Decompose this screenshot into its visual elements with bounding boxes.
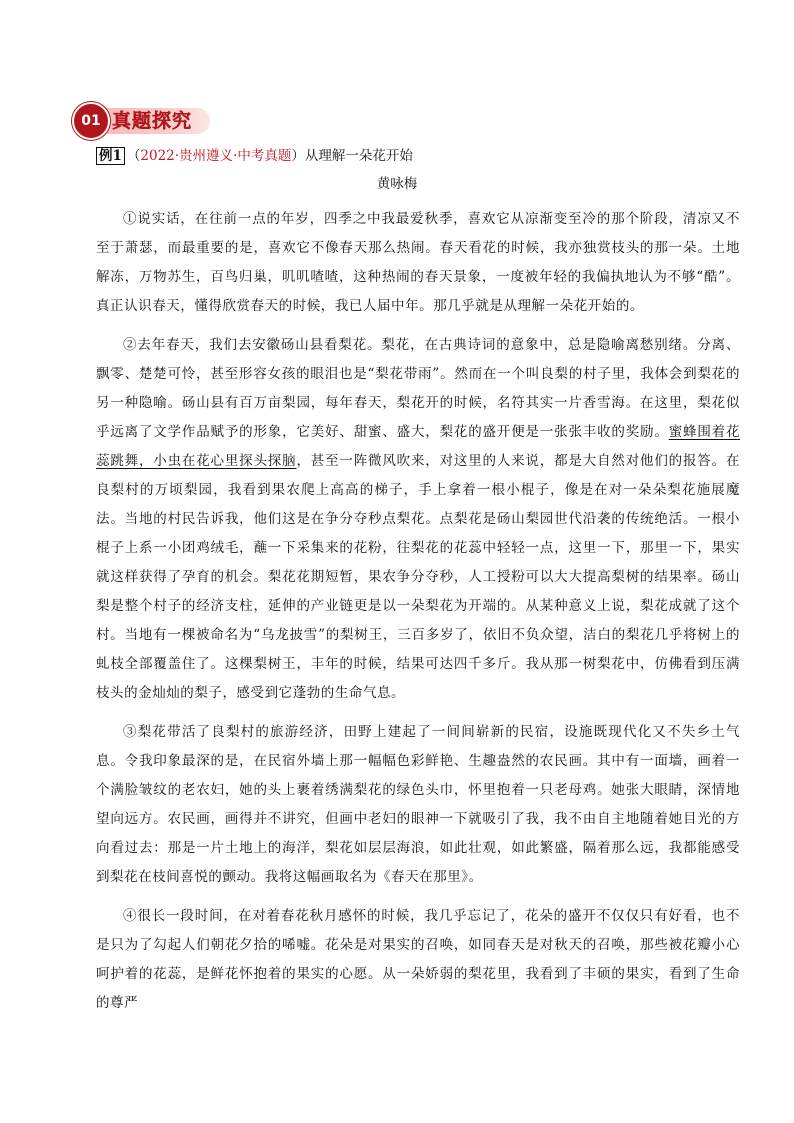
- section-number-badge: 01: [72, 102, 110, 140]
- paragraph-1: ①说实话，在往前一点的年岁，四季之中我最爱秋季，喜欢它从凉渐变至冷的那个阶段，清凉又不至于萧瑟，而最重要的是，喜欢它不像春天那么热闹。春天看花的时候，我亦独赏枝头的那一朵。土地解冻，万物苏生，百鸟归巢，叽叽喳喳，这种热闹的春天景象，一度被年轻的我偏执地认为不够“酷”。真正认识春天，懂得欣赏春天的时候，我已人届中年。那几乎就是从理解一朵花开始的。: [96, 211, 740, 314]
- section-title: 真题探究: [112, 110, 193, 132]
- close-paren: ）: [291, 148, 305, 164]
- open-paren: （: [126, 148, 141, 164]
- section-banner: [72, 98, 212, 138]
- example-source: 2022·贵州遵义·中考真题: [140, 148, 292, 164]
- paragraph-4: ④很长一段时间，在对着春花秋月感怀的时候，我几乎忘记了，花朵的盛开不仅仅只有好看，也不是只为了勾起人们朝花夕拾的唏嘘。花朵是对果实的召唤，如同春天是对秋天的召唤，那些被花瓣小心呵护着的花蕊，是鲜花怀抱着的果实的心愿。从一朵娇弱的梨花里，我看到了丰硕的果实，看到了生命的尊严: [96, 908, 740, 1011]
- article-author: 黄咏梅: [376, 176, 418, 192]
- article-title: 从理解一朵花开始: [304, 148, 413, 164]
- paragraph-3: ③梨花带活了良梨村的旅游经济，田野上建起了一间间崭新的民宿，设施既现代化又不失乡土气息。令我印象最深的是，在民宿外墙上那一幅幅色彩鲜艳、生趣盎然的农民画。其中有一面墙，画着一个满脸皱纹的老农妇，她的头上裹着绣满梨花的绿色头巾，怀里抱着一只老母鸡。她张大眼睛，深情地望向远方。农民画，画得并不讲究，但画中老妇的眼神一下就吸引了我，我不由自主地随着她目光的方向看过去：那是一片土地上的海洋，梨花如层层海浪，如此壮观，如此繁盛，隔着那么远，我都能感受到梨花在枝间喜悦的颤动。我将这幅画取名为《春天在那里》。: [96, 724, 740, 885]
- example-tag: 例1: [96, 147, 125, 165]
- article-body: [96, 205, 740, 1028]
- paragraph-2-part-b: ，甚至一阵微风吹来，对这里的人来说，都是大自然对他们的报答。在良梨村的万顷梨园，我看到果农爬上高高的梯子，手上拿着一根小棍子，像是在对一朵朵梨花施展魔法。当地的村民告诉我，他们这是在争分夺秒点梨花。点梨花是砀山梨园世代沿袭的传统绝活。一根小棍子上系一小团鸡绒毛，蘸一下采集来的花粉，往梨花的花蕊中轻轻一点，这里一下，那里一下，果实就这样获得了孕育的机会。梨花花期短暂，果农争分夺秒，人工授粉可以大大提高梨树的结果率。砀山梨是整个村子的经济支柱，延伸的产业链更是以一朵梨花为开端的。从某种意义上说，梨花成就了这个村。当地有一棵被命名为“乌龙披雪”的梨树王，三百多岁了，依旧不负众望，洁白的梨花几乎将树上的虬枝全部覆盖住了。这棵梨树王，丰年的时候，结果可达四千多斤。我从那一树梨花中，仿佛看到压满枝头的金灿灿的梨子，感受到它蓬勃的生命气息。: [96, 453, 740, 701]
- example-header: [96, 145, 736, 167]
- paragraph-2: [96, 331, 740, 708]
- paragraph-2-part-a: ②去年春天，我们去安徽砀山县看梨花。梨花，在古典诗词的意象中，总是隐喻离愁别绪。分离、飘零、楚楚可怜，甚至形容女孩的眼泪也是“梨花带雨”。然而在一个叫良梨的村子里，我体会到梨花的另一种隐喻。砀山县有百万亩梨园，每年春天，梨花开的时候，名符其实一片香雪海。在这里，梨花似乎远离了文学作品赋予的形象，它美好、甜蜜、盛大，梨花的盛开便是一张张丰收的奖励。: [96, 337, 740, 440]
- underlined-sentence: 蜜蜂围着花蕊跳舞，小虫在花心里探头探脑: [96, 424, 741, 469]
